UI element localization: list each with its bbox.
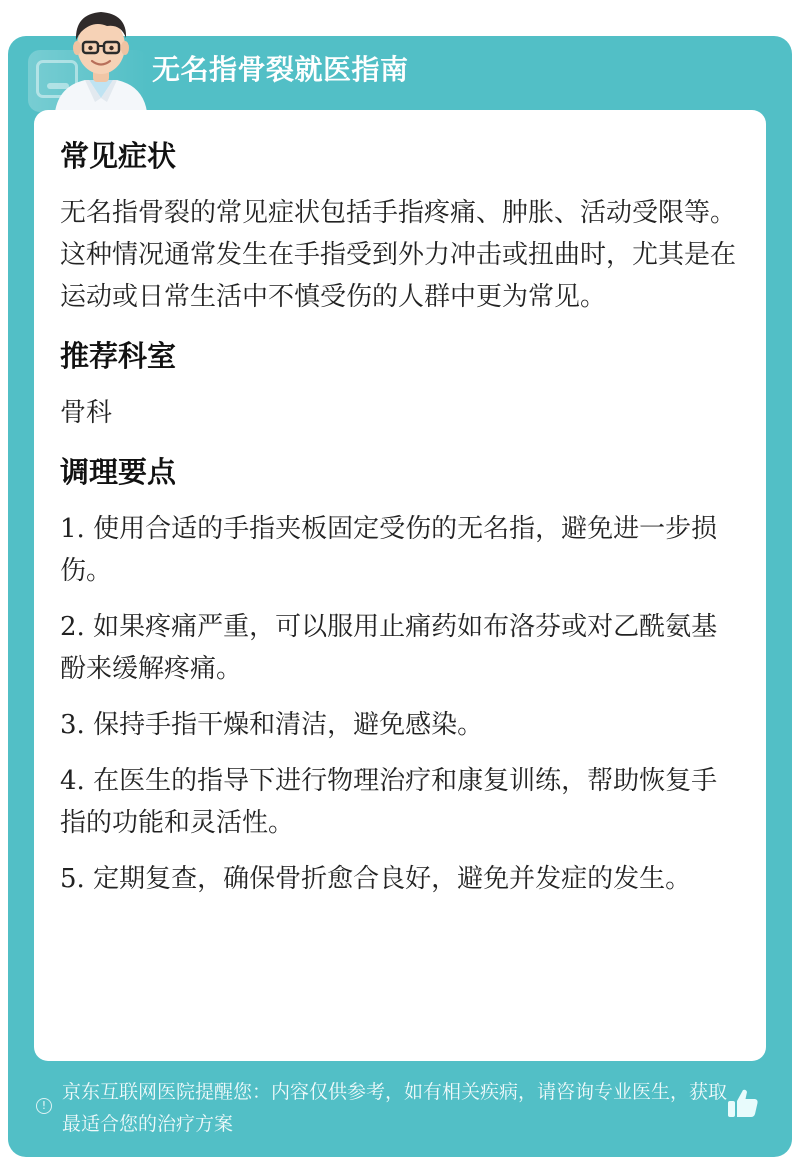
symptoms-text: 无名指骨裂的常见症状包括手指疼痛、肿胀、活动受限等。这种情况通常发生在手指受到外力冲击或扭曲时，尤其是在运动或日常生活中不慎受伤的人群中更为常见。 [60, 198, 737, 312]
info-icon: ! [36, 1098, 52, 1114]
list-item: 4. 在医生的指导下进行物理治疗和康复训练，帮助恢复手指的功能和灵活性。 [60, 766, 718, 838]
list-item: 5. 定期复查，确保骨折愈合良好，避免并发症的发生。 [60, 864, 692, 894]
list-item: 3. 保持手指干燥和清洁，避免感染。 [60, 710, 484, 740]
department-text: 骨科 [60, 398, 113, 428]
guide-content [34, 110, 766, 1061]
disclaimer-text: 京东互联网医院提醒您：内容仅供参考，如有相关疾病，请咨询专业医生，获取最适合您的治疗方案 [62, 1081, 728, 1135]
thumbs-up-icon[interactable] [726, 1086, 760, 1120]
list-item: 2. 如果疼痛严重，可以服用止痛药如布洛芬或对乙酰氨基酚来缓解疼痛。 [60, 612, 718, 684]
department-title: 推荐科室 [60, 339, 177, 373]
care-title: 调理要点 [60, 455, 177, 489]
list-item: 1. 使用合适的手指夹板固定受伤的无名指，避免进一步损伤。 [60, 514, 718, 586]
symptoms-title: 常见症状 [60, 139, 177, 173]
page-title: 无名指骨裂就医指南 [152, 53, 409, 86]
doctor-avatar [45, 2, 157, 112]
